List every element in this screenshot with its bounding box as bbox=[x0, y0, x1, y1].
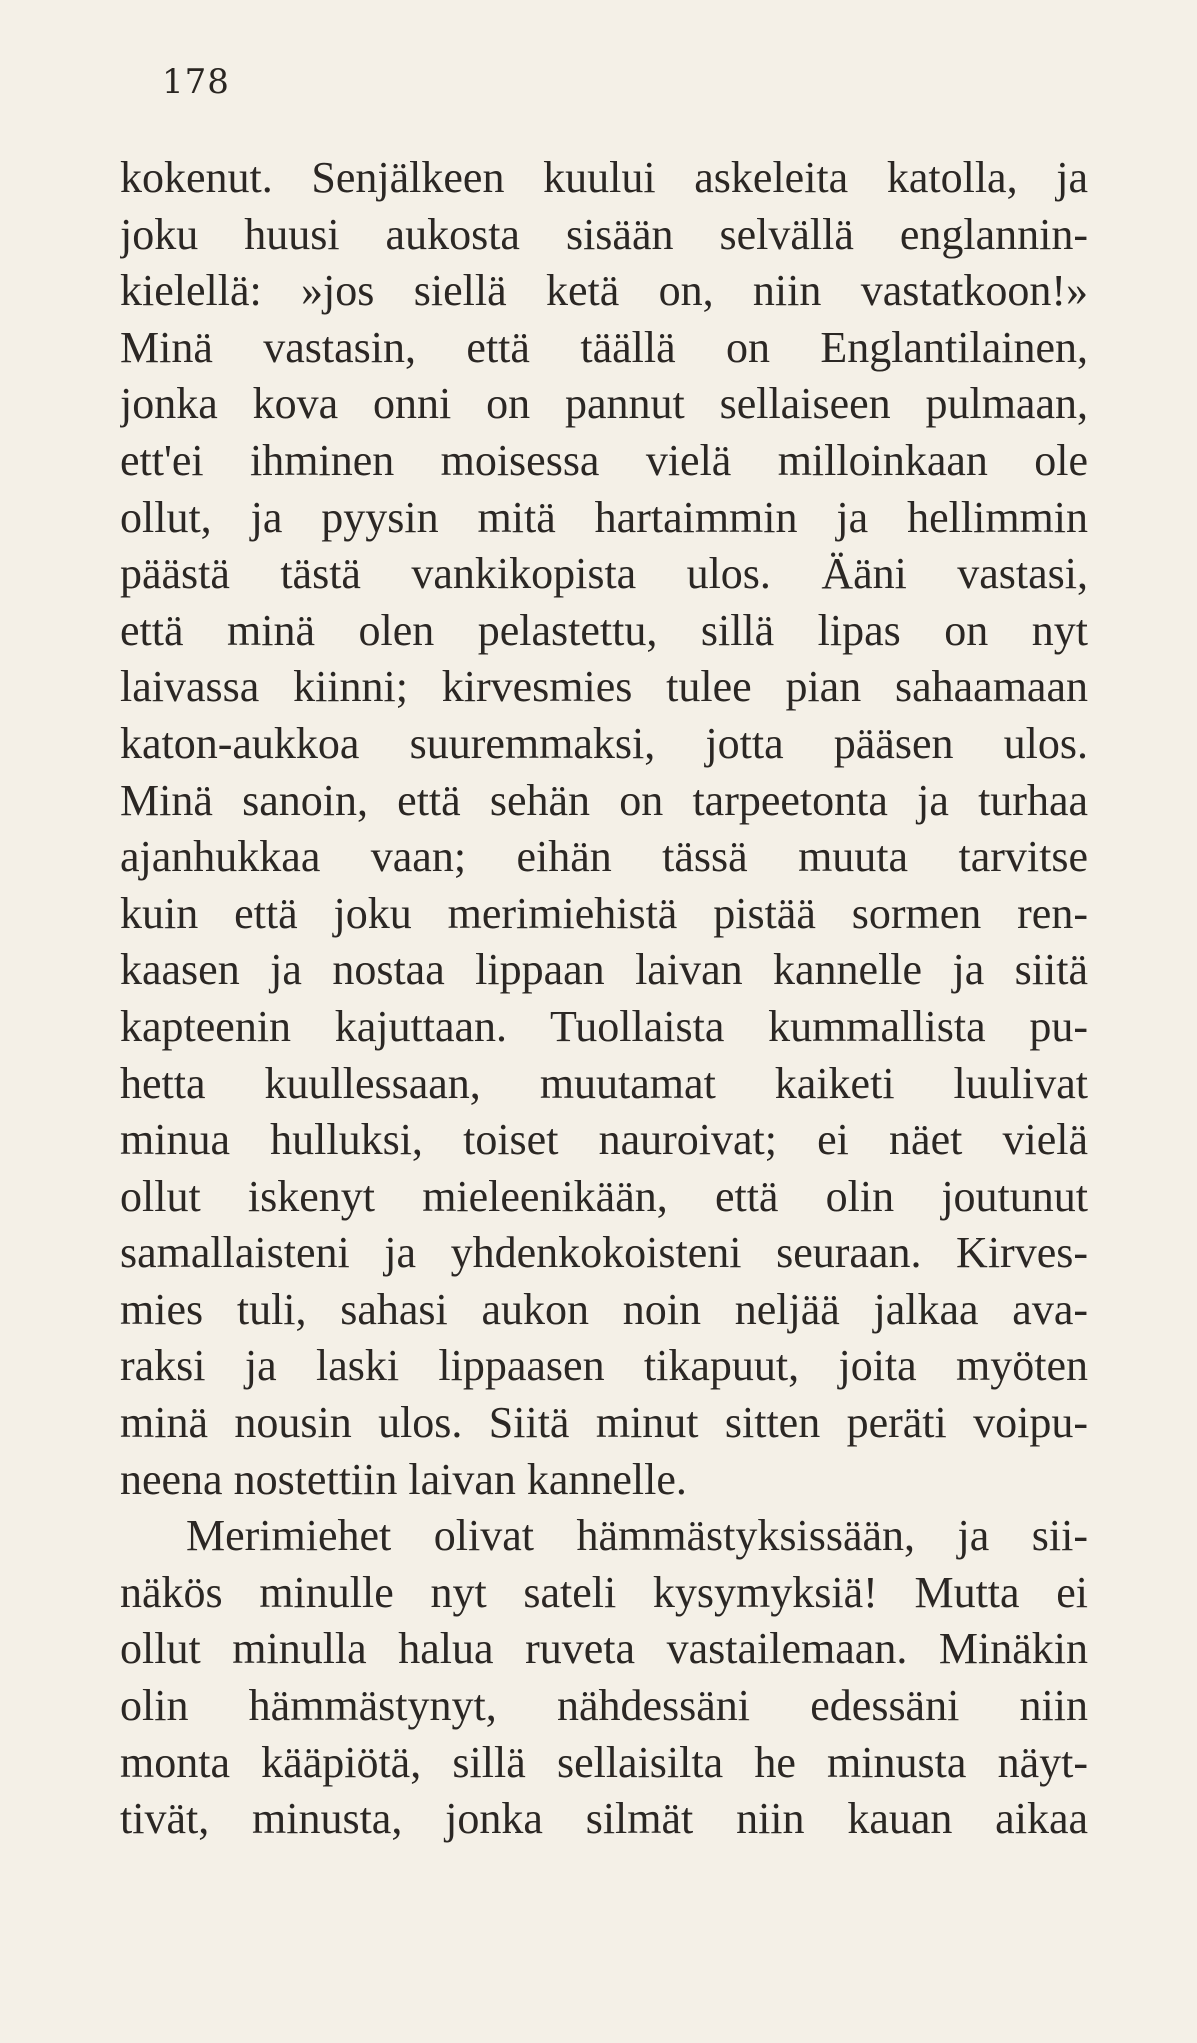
text-line: monta kääpiötä, sillä sellaisilta he minusta näyt- bbox=[120, 1737, 1088, 1787]
text-line: Minä vastasin, että täällä on Englantilainen, bbox=[120, 322, 1088, 372]
paragraph-start-line: Merimiehet olivat hämmästyksissään, ja sii- bbox=[186, 1511, 1088, 1561]
text-line: Minä sanoin, että sehän on tarpeetonta ja turhaa bbox=[120, 775, 1088, 825]
text-line: katon-aukkoa suuremmaksi, jotta pääsen ulos. bbox=[120, 718, 1088, 768]
text-line: olin hämmästynyt, nähdessäni edessäni niin bbox=[120, 1681, 1088, 1731]
text-line: raksi ja laski lippaasen tikapuut, joita myöten bbox=[120, 1341, 1088, 1391]
text-line: tivät, minusta, jonka silmät niin kauan aikaa bbox=[120, 1794, 1088, 1844]
text-line: minua hulluksi, toiset nauroivat; ei näet vielä bbox=[120, 1115, 1088, 1165]
text-line: että minä olen pelastettu, sillä lipas on nyt bbox=[120, 605, 1088, 655]
text-line: joku huusi aukosta sisään selvällä englannin- bbox=[120, 209, 1088, 259]
text-line: ett'ei ihminen moisessa vielä milloinkaan ole bbox=[120, 435, 1088, 485]
text-line: ajanhukkaa vaan; eihän tässä muuta tarvitse bbox=[120, 832, 1088, 882]
text-line: kokenut. Senjälkeen kuului askeleita katolla, ja bbox=[120, 153, 1088, 202]
body-text bbox=[120, 150, 1088, 1848]
text-line: kielellä: »jos siellä ketä on, niin vastatkoon!» bbox=[120, 266, 1088, 316]
text-line: samallaisteni ja yhdenkokoisteni seuraan. Kirves- bbox=[120, 1228, 1088, 1278]
text-line: kuin että joku merimiehistä pistää sormen ren- bbox=[120, 888, 1088, 938]
text-line: mies tuli, sahasi aukon noin neljää jalkaa ava- bbox=[120, 1284, 1088, 1334]
text-line: jonka kova onni on pannut sellaiseen pulmaan, bbox=[120, 379, 1088, 429]
paragraph-end-line: neena nostettiin laivan kannelle. bbox=[120, 1454, 687, 1504]
text-line: näkös minulle nyt sateli kysymyksiä! Mutta ei bbox=[120, 1567, 1088, 1617]
page-number: 178 bbox=[162, 62, 230, 102]
text-line: kaasen ja nostaa lippaan laivan kannelle ja siitä bbox=[120, 945, 1088, 995]
text-line: laivassa kiinni; kirvesmies tulee pian sahaamaan bbox=[120, 662, 1088, 712]
text-line: ollut, ja pyysin mitä hartaimmin ja hellimmin bbox=[120, 492, 1088, 542]
text-line: ollut minulla halua ruveta vastailemaan. Minäkin bbox=[120, 1624, 1088, 1674]
text-line: minä nousin ulos. Siitä minut sitten peräti voipu- bbox=[120, 1398, 1088, 1448]
text-line: kapteenin kajuttaan. Tuollaista kummallista pu- bbox=[120, 1001, 1088, 1051]
text-line: päästä tästä vankikopista ulos. Ääni vastasi, bbox=[120, 549, 1088, 599]
text-line: hetta kuullessaan, muutamat kaiketi luulivat bbox=[120, 1058, 1088, 1108]
text-line: ollut iskenyt mieleenikään, että olin joutunut bbox=[120, 1171, 1088, 1221]
